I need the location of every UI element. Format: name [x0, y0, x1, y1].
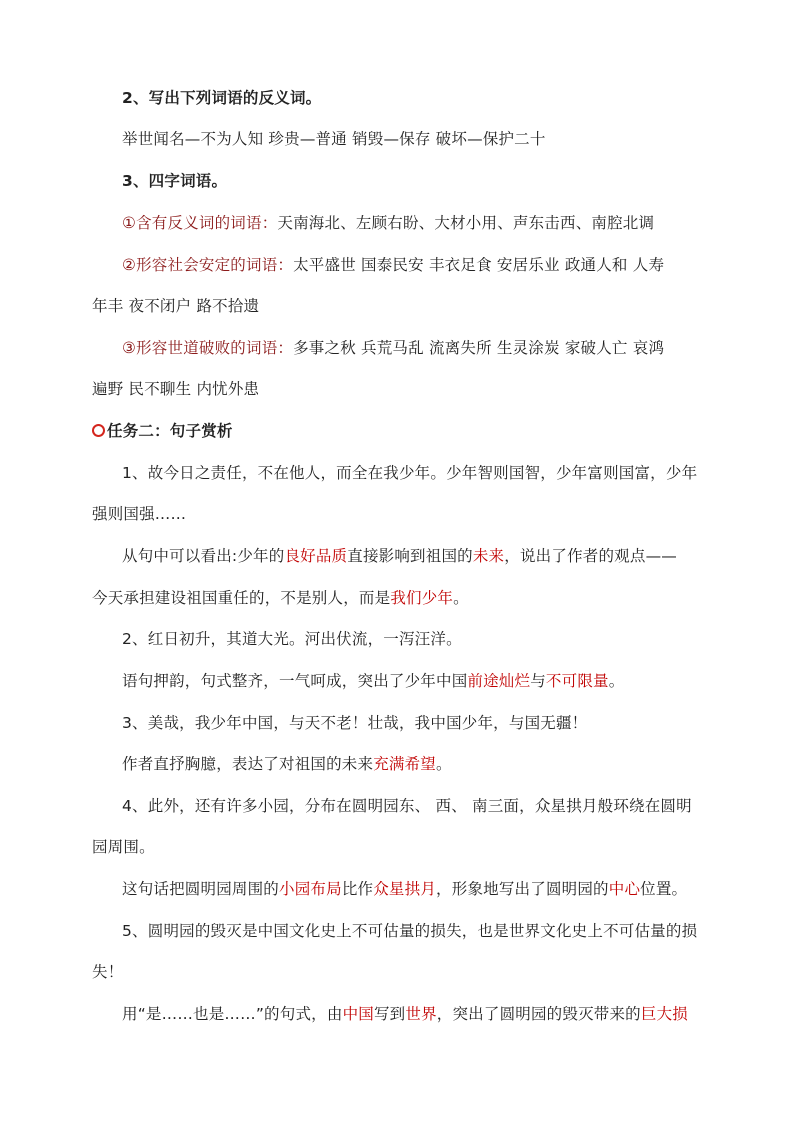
highlight: 前途灿烂 — [467, 672, 531, 690]
analysis-2 — [122, 670, 624, 692]
analysis-1-continued — [92, 587, 469, 609]
sentence-5: 5、圆明园的毁灭是中国文化史上不可估量的损失，也是世界文化史上不可估量的损 — [122, 922, 698, 940]
idiom-words: 太平盛世 国泰民安 丰衣足食 安居乐业 政通人和 人寿 — [293, 256, 665, 274]
text-run: 用“是……也是……”的句式，由 — [122, 1005, 343, 1023]
task-title: 任务二：句子赏析 — [107, 422, 233, 440]
text-run: 写到 — [373, 1005, 406, 1023]
idiom-words: 多事之秋 兵荒马乱 流离失所 生灵涂炭 家破人亡 哀鸿 — [293, 339, 665, 357]
sentence-1: 1、故今日之责任，不在他人，而全在我少年。少年智则国智，少年富则国富，少年 — [122, 464, 698, 482]
idiom-label-peace: ②形容社会安定的词语： — [122, 256, 294, 274]
sentence-1-continued: 强则国强…… — [92, 505, 187, 523]
text-run: 。 — [608, 672, 625, 690]
text-run: 比作 — [341, 880, 374, 898]
task-heading — [92, 420, 233, 442]
text-run: 从句中可以看出:少年的 — [122, 547, 285, 565]
highlight: 众星拱月 — [373, 880, 437, 898]
highlight: 小园布局 — [279, 880, 342, 898]
highlight: 充满希望 — [373, 755, 437, 773]
text-run: 这句话把圆明园周围的 — [122, 880, 280, 898]
heading-antonyms: 2、写出下列词语的反义词。 — [122, 89, 322, 107]
highlight: 中国 — [342, 1005, 374, 1023]
text-run: ，突出了圆明园的毁灭带来的 — [436, 1005, 641, 1023]
highlight: 巨大损 — [640, 1005, 688, 1023]
idiom-label-chaos: ③形容世道破败的词语： — [122, 339, 294, 357]
text-run: 直接影响到祖国的 — [347, 547, 473, 565]
antonym-list: 举世闻名—不为人知 珍贵—普通 销毁—保存 破坏—保护二十 — [122, 130, 546, 148]
sentence-2: 2、红日初升，其道大光。河出伏流，一泻汪洋。 — [122, 630, 462, 648]
highlight: 我们少年 — [390, 589, 454, 607]
circle-bullet-icon — [92, 424, 105, 437]
idiom-group-3 — [122, 337, 664, 359]
sentence-3: 3、美哉，我少年中国，与天不老！壮哉，我中国少年，与国无疆！ — [122, 714, 588, 732]
text-run: 。 — [453, 589, 469, 607]
highlight: 世界 — [405, 1005, 437, 1023]
analysis-4 — [122, 878, 687, 900]
idiom-words: 天南海北、左顾右盼、大材小用、声东击西、南腔北调 — [277, 214, 655, 232]
idiom-group-1 — [122, 212, 654, 234]
highlight: 未来 — [472, 547, 505, 565]
idiom-words-continued: 遍野 民不聊生 内忧外患 — [92, 380, 260, 398]
text-run: 语句押韵，句式整齐，一气呵成，突出了少年中国 — [122, 672, 468, 690]
text-run: 位置。 — [640, 880, 688, 898]
text-run: 作者直抒胸臆，表达了对祖国的未来 — [122, 755, 374, 773]
heading-idioms: 3、四字词语。 — [122, 172, 228, 190]
sentence-4: 4、此外，还有许多小园，分布在圆明园东、 西、 南三面，众星拱月般环绕在圆明 — [122, 797, 692, 815]
analysis-5 — [122, 1003, 688, 1025]
text-run: 今天承担建设祖国重任的，不是别人，而是 — [92, 589, 391, 607]
highlight: 不可限量 — [545, 672, 609, 690]
idiom-words-continued: 年丰 夜不闭户 路不拾遗 — [92, 297, 260, 315]
text-run: ，形象地写出了圆明园的 — [436, 880, 609, 898]
highlight: 中心 — [608, 880, 641, 898]
text-run: 与 — [530, 672, 546, 690]
idiom-label-antonym: ①含有反义词的词语： — [122, 214, 278, 232]
sentence-4-continued: 园周围。 — [92, 838, 155, 856]
highlight: 良好品质 — [284, 547, 348, 565]
idiom-group-2 — [122, 254, 664, 276]
text-run: ，说出了作者的观点—— — [504, 547, 677, 565]
analysis-1 — [122, 545, 677, 567]
text-run: 。 — [436, 755, 452, 773]
analysis-3 — [122, 753, 452, 775]
sentence-5-continued: 失！ — [92, 963, 124, 981]
